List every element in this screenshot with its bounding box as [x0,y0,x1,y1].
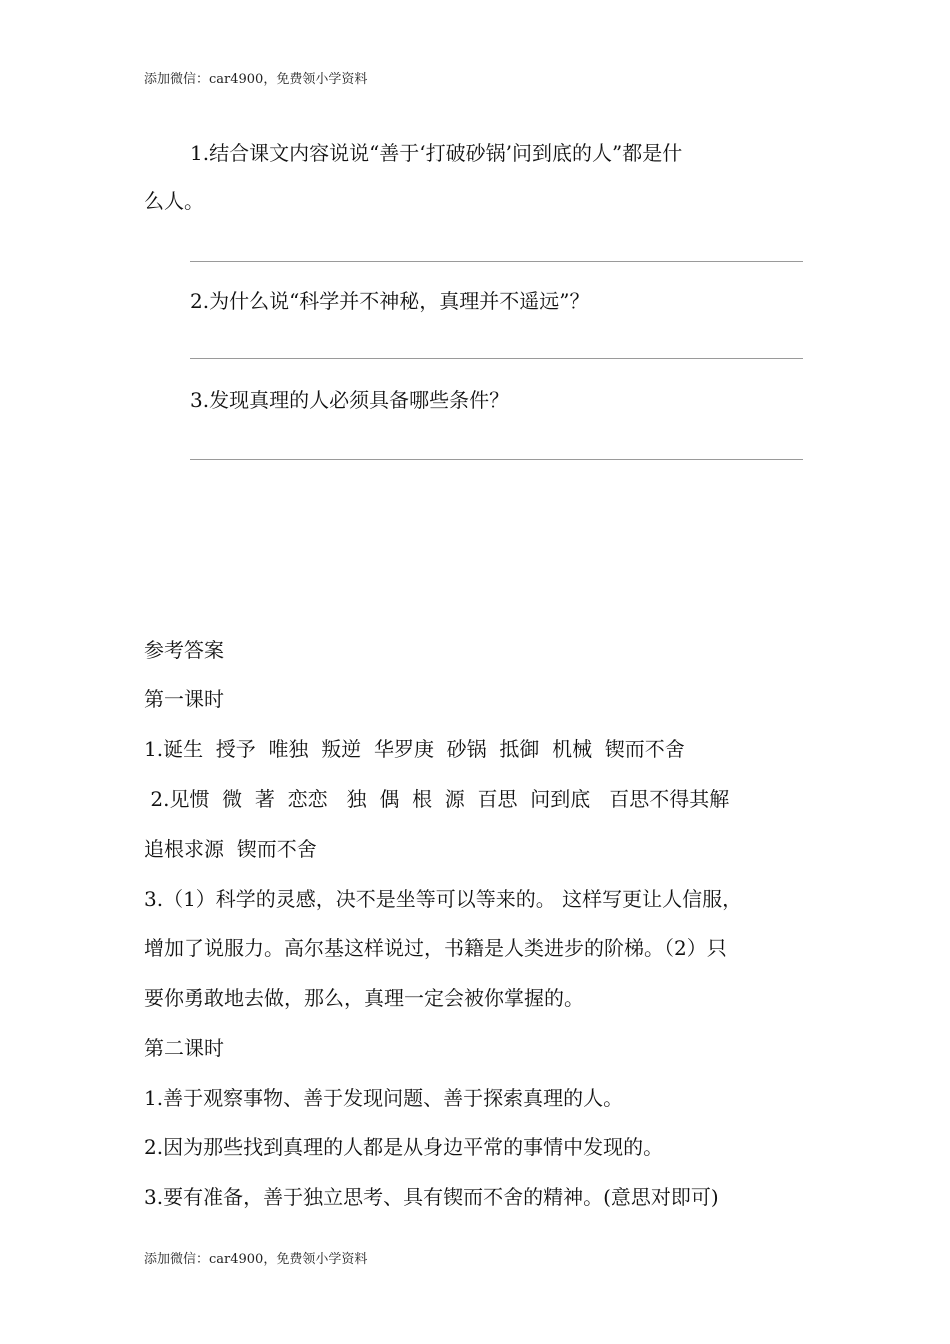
page-footer-note: 添加微信：car4900，免费领小学资料 [144,1252,368,1267]
question-1-line-1: 1.结合课文内容说说“善于‘打破砂锅’问到底的人”都是什 [190,141,683,165]
answer-line-1 [190,261,803,262]
lesson-2-title: 第二课时 [144,1036,224,1060]
lesson-1-answer-2-line-1: 2.见惯 微 著 恋恋 独 偶 根 源 百思 问到底 百思不得其解 [144,787,730,811]
lesson-1-answer-2-line-2: 追根求源 锲而不舍 [144,837,317,861]
lesson-2-answer-3: 3.要有准备，善于独立思考、具有锲而不舍的精神。(意思对即可) [144,1185,719,1209]
question-3: 3.发现真理的人必须具备哪些条件？ [190,388,510,412]
answer-line-3 [190,459,803,460]
lesson-2-answer-1: 1.善于观察事物、善于发现问题、善于探索真理的人。 [144,1086,624,1110]
lesson-1-answer-3-line-1: 3.（1）科学的灵感，决不是坐等可以等来的。 这样写更让人信服， [144,887,743,911]
answers-title: 参考答案 [144,638,224,662]
question-2: 2.为什么说“科学并不神秘，真理并不遥远”？ [190,289,590,313]
answer-line-2 [190,358,803,359]
lesson-1-answer-3-line-3: 要你勇敢地去做，那么，真理一定会被你掌握的。 [144,986,584,1010]
question-1-line-2: 么人。 [144,189,204,213]
lesson-1-answer-1: 1.诞生 授予 唯独 叛逆 华罗庚 砂锅 抵御 机械 锲而不舍 [144,737,685,761]
lesson-1-title: 第一课时 [144,687,224,711]
lesson-1-answer-3-line-2: 增加了说服力。高尔基这样说过，书籍是人类进步的阶梯。（2）只 [144,936,727,960]
lesson-2-answer-2: 2.因为那些找到真理的人都是从身边平常的事情中发现的。 [144,1135,664,1159]
page-header-note: 添加微信：car4900，免费领小学资料 [144,72,368,87]
